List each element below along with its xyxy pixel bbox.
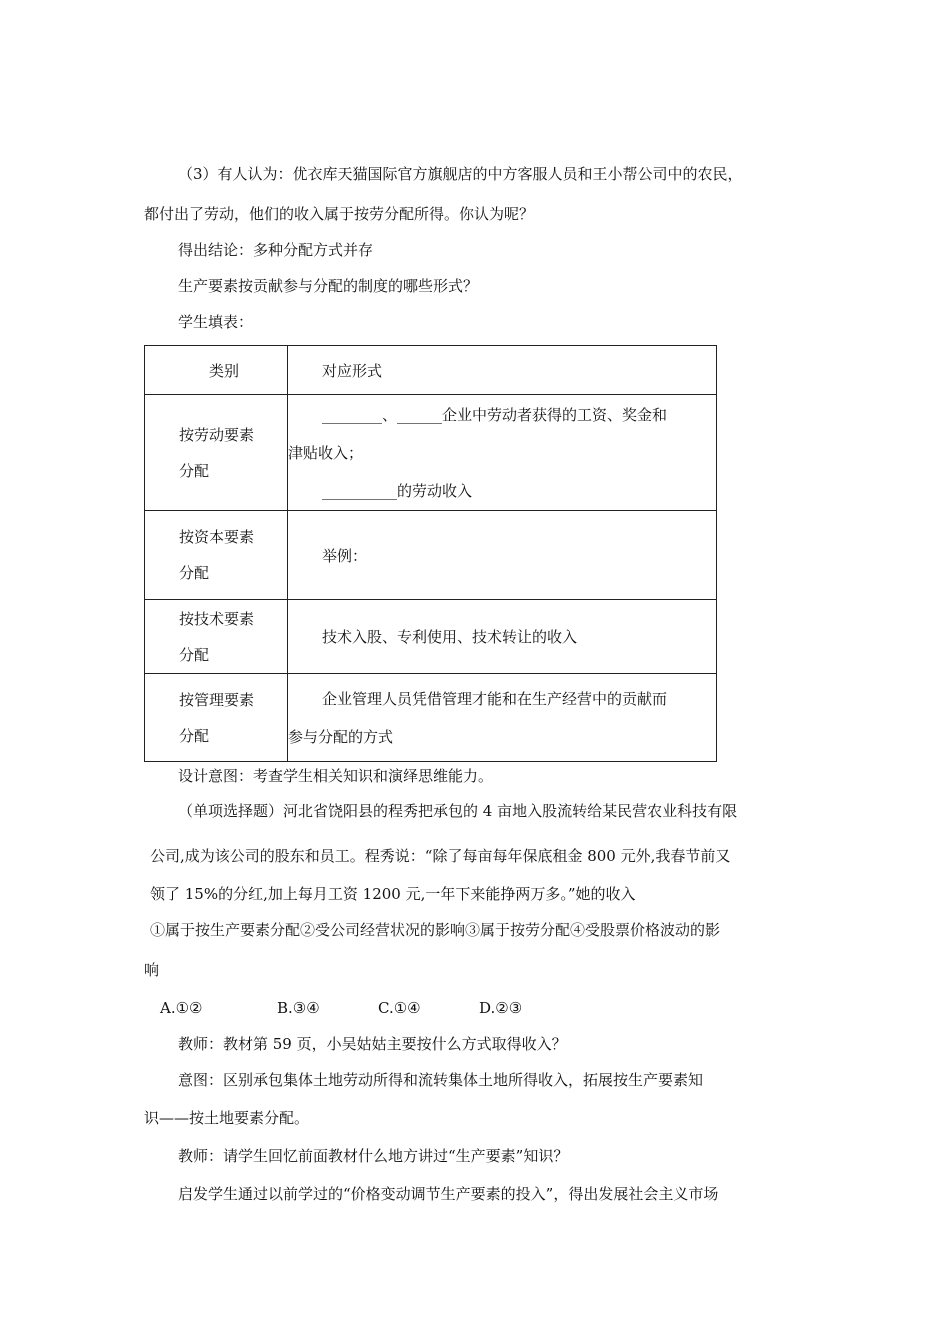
option-d: D.②③ [479, 999, 523, 1017]
paragraph-q3-line1: （3）有人认为：优衣库天猫国际官方旗舰店的中方客服人员和王小帮公司中的农民， [178, 165, 743, 183]
form-cell [288, 600, 717, 674]
header-category: 类别 [209, 361, 240, 380]
form-text: ________、______企业中劳动者获得的工资、奖金和 [322, 405, 668, 424]
mc-question-line5: 响 [144, 961, 160, 979]
form-text: 举例： [322, 546, 368, 565]
form-cell [288, 395, 717, 511]
inspire-text: 启发学生通过以前学过的“价格变动调节生产要素的投入”，得出发展社会主义市场 [178, 1185, 719, 1203]
table-row [145, 511, 717, 600]
category-cell [145, 674, 288, 762]
intent-line1: 意图：区别承包集体土地劳动所得和流转集体土地所得收入，拓展按生产要素知 [178, 1071, 704, 1089]
category-label: 分配 [179, 461, 210, 480]
category-cell [145, 395, 288, 511]
table-row [145, 395, 717, 511]
option-c: C.①④ [378, 999, 421, 1017]
design-intent-text: 设计意图：考查学生相关知识和演绎思维能力。 [178, 767, 494, 785]
mc-question-line1: （单项选择题）河北省饶阳县的程秀把承包的 4 亩地入股流转给某民营农业科技有限 [178, 802, 738, 820]
fill-table-label: 学生填表： [178, 313, 254, 331]
distribution-forms-table [144, 345, 717, 762]
header-form-cell [288, 346, 717, 395]
category-label: 分配 [179, 564, 210, 582]
category-cell [145, 600, 288, 674]
paragraph-q3-line2: 都付出了劳动，他们的收入属于按劳分配所得。你认为呢？ [144, 205, 535, 223]
category-label: 分配 [179, 645, 210, 664]
table-header-row [145, 346, 717, 395]
form-cell [288, 674, 717, 762]
question-text: 生产要素按贡献参与分配的制度的哪些形式？ [178, 277, 479, 295]
category-cell [145, 511, 288, 600]
teacher-question-1: 教师：教材第 59 页，小吴姑姑主要按什么方式取得收入？ [178, 1035, 567, 1053]
form-cell [288, 511, 717, 600]
form-text: __________的劳动收入 [322, 481, 473, 500]
category-label: 按劳动要素 [179, 425, 255, 444]
header-form: 对应形式 [322, 361, 383, 380]
form-text: 参与分配的方式 [288, 727, 394, 746]
category-label: 按资本要素 [179, 528, 255, 546]
option-a: A.①② [160, 999, 203, 1017]
form-text: 技术入股、专利使用、技术转让的收入 [322, 628, 578, 646]
option-b: B.③④ [277, 999, 320, 1017]
mc-question-line2: 公司,成为该公司的股东和员工。程秀说：“除了每亩每年保底租金 800 元外,我春节前又 [150, 847, 731, 865]
category-label: 分配 [179, 726, 210, 745]
header-category-cell [145, 346, 288, 395]
table-row [145, 600, 717, 674]
form-text: 津贴收入； [288, 443, 364, 462]
conclusion-text: 得出结论：多种分配方式并存 [178, 241, 374, 259]
mc-question-line3: 领了 15%的分红,加上每月工资 1200 元,一年下来能挣两万多。”她的收入 [150, 885, 636, 903]
category-label: 按管理要素 [179, 690, 255, 709]
category-label: 按技术要素 [179, 609, 255, 628]
teacher-question-2: 教师：请学生回忆前面教材什么地方讲过“生产要素”知识？ [178, 1147, 569, 1165]
mc-question-line4: ①属于按生产要素分配②受公司经营状况的影响③属于按劳分配④受股票价格波动的影 [150, 921, 721, 939]
table-row [145, 674, 717, 762]
form-text: 企业管理人员凭借管理才能和在生产经营中的贡献而 [322, 689, 668, 708]
intent-line2: 识——按土地要素分配。 [144, 1109, 310, 1127]
